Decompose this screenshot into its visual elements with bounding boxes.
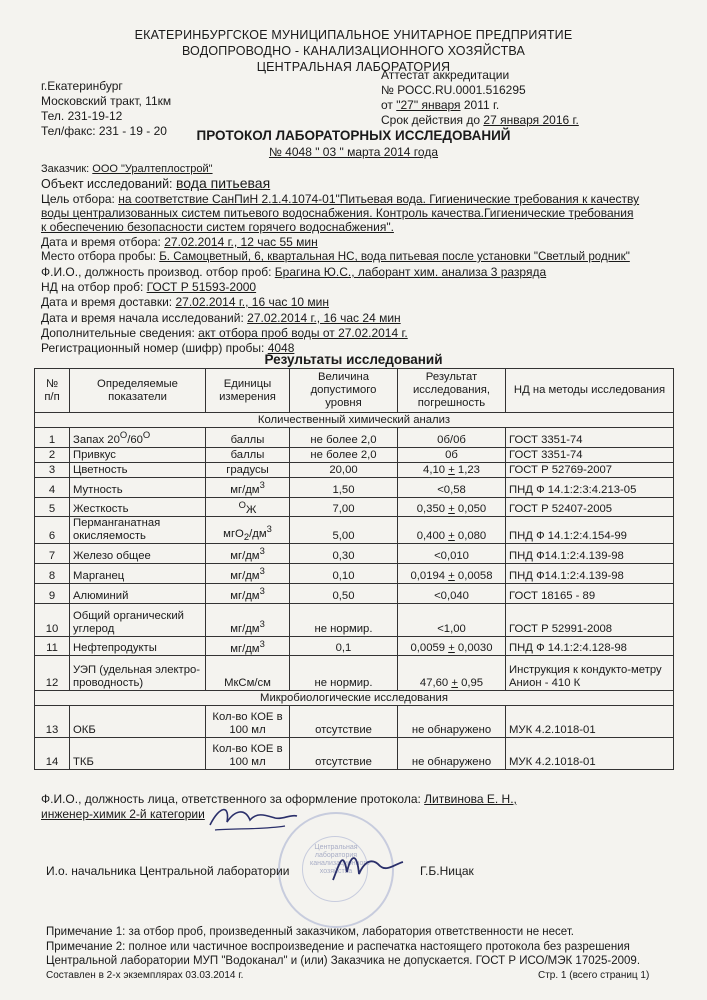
responsible-name: Литвинова Е. Н., [424,792,517,806]
note-2b: Центральной лаборатории МУП "Водоканал" и (или) Заказчика не допускается. ГОСТ Р ИСО/МЭК 17025-2009. [46,955,641,967]
cell-method: Инструкция к кондукто-метру Анион - 410 К [506,656,674,691]
cell-indicator: Общий органический углерод [70,603,206,636]
reg-value: 4048 [267,341,295,355]
cell-result: 0,350 + 0,050 [398,497,506,517]
signature-1 [205,800,300,840]
cell-num: 9 [35,583,70,603]
org-line-3: ЦЕНТРАЛЬНАЯ ЛАБОРАТОРИЯ [256,60,451,74]
sampler-label: Ф.И.О., должность производ. отбор проб: [41,265,275,279]
start-value: 27.02.2014 г., 16 час 24 мин [247,311,401,325]
cell-unit: Кол-во КОЕ в 100 мл [206,706,290,738]
cell-unit: $мг/дм^3$ [206,603,290,636]
cell-method: МУК 4.2.1018-01 [506,738,674,770]
table-row [35,583,674,603]
cell-num: 14 [35,738,70,770]
cell-unit: градусы [206,462,290,477]
cell-num: 5 [35,497,70,517]
cell-indicator: УЭП (удельная электро- проводность) [70,656,206,691]
accreditation-valid [381,113,579,127]
cell-limit: не более 2,0 [290,447,398,462]
cell-num: 12 [35,656,70,691]
nd-value: ГОСТ Р 51593-2000 [146,280,257,294]
reg-label: Регистрационный номер (шифр) пробы: [41,341,268,355]
results-title: Результаты исследований [264,352,443,367]
cell-indicator: Жесткость [70,497,206,517]
table-row [35,603,674,636]
cell-indicator: Цветность [70,462,206,477]
sampling-nd [41,280,256,294]
cell-num: 1 [35,428,70,448]
cell-limit: 0,30 [290,544,398,564]
table-row [35,738,674,770]
accreditation-date [381,98,499,112]
cell-method: ПНД Ф 14.1:2:4.154-99 [506,517,674,544]
accreditation-number: № РОСС.RU.0001.516295 [381,83,526,97]
address: Московский тракт, 11км [41,94,172,108]
cell-limit: 5,00 [290,517,398,544]
table-row [35,462,674,477]
cell-result: <0,010 [398,544,506,564]
object-label: Объект исследований: [41,177,177,191]
cell-num: 4 [35,477,70,497]
cell-result: <0,58 [398,477,506,497]
customer [41,162,213,176]
section-chemical-label: Количественный химический анализ [35,413,674,428]
cell-unit: Кол-во КОЕ в 100 мл [206,738,290,770]
cell-method: ПНД Ф14.1:2:4.139-98 [506,544,674,564]
cell-indicator: Привкус [70,447,206,462]
note-1: Примечание 1: за отбор проб, произведенный заказчиком, лаборатория ответственности не несет. [46,926,575,938]
header-result: Результат исследования, погрешность [398,369,506,413]
header-unit: Единицы измерения [206,369,290,413]
cell-limit: отсутствие [290,738,398,770]
accr-valid-date: 27 января 2016 г. [483,113,579,127]
table-row [35,706,674,738]
delivery-value: 27.02.2014 г., 16 час 10 мин [175,295,329,309]
cell-limit: не нормир. [290,603,398,636]
cell-method: ГОСТ 3351-74 [506,428,674,448]
cell-unit: МкСм/см [206,656,290,691]
extra-value: акт отбора проб воды от 27.02.2014 г. [198,326,408,340]
copies-note: Составлен в 2-х экземплярах 03.03.2014 г. [46,970,244,981]
purpose-value-1: на соответствие СанПиН 2.1.4.1074-01"Питьевая вода. Гигиенические требования к качеству [118,192,640,206]
cell-num: 7 [35,544,70,564]
cell-indicator: Перманганатная окисляемость [70,517,206,544]
cell-method: МУК 4.2.1018-01 [506,706,674,738]
accr-from-prefix: от [381,98,397,112]
accr-from-date: "27" января [396,98,461,112]
cell-num: 3 [35,462,70,477]
cell-indicator: Нефтепродукты [70,636,206,656]
header-num: № п/п [35,369,70,413]
protocol-number: № 4048 " 03 " марта 2014 года [268,145,439,159]
accr-valid-prefix: Срок действия до [381,113,484,127]
cell-result: 47,60 + 0,95 [398,656,506,691]
fax: Тел/факс: 231 - 19 - 20 [41,124,167,138]
object [41,176,270,191]
section-chemical [35,413,674,428]
page-number: Стр. 1 (всего страниц 1) [538,970,650,981]
extra-info [41,326,408,340]
cell-unit: $мг/дм^3$ [206,544,290,564]
cell-result: <1,00 [398,603,506,636]
place-label: Место отбора пробы: [41,250,160,263]
start-label: Дата и время начала исследований: [41,311,248,325]
cell-limit: отсутствие [290,706,398,738]
cell-unit: $мгО_2/дм^3$ [206,517,290,544]
table-row [35,636,674,656]
cell-method: ГОСТ 3351-74 [506,447,674,462]
sampling-date [41,235,318,249]
accr-from-year: 2011 г. [460,98,500,112]
cell-unit: $^О$Ж [206,497,290,517]
research-start [41,311,401,325]
purpose-label: Цель отбора: [41,192,119,206]
table-row [35,477,674,497]
nd-label: НД на отбор проб: [41,280,147,294]
cell-unit: баллы [206,428,290,448]
cell-limit: 1,50 [290,477,398,497]
cell-limit: 0,10 [290,564,398,584]
cell-method: ПНД Ф14.1:2:4.139-98 [506,564,674,584]
table-row [35,517,674,544]
city: г.Екатеринбург [41,79,123,93]
purpose-line-1 [41,192,639,206]
table-row [35,497,674,517]
cell-num: 8 [35,564,70,584]
cell-limit: не более 2,0 [290,428,398,448]
cell-indicator: Железо общее [70,544,206,564]
cell-method: ГОСТ Р 52991-2008 [506,603,674,636]
object-value: вода питьевая [176,175,271,191]
results-table [34,368,674,770]
cell-limit: 7,00 [290,497,398,517]
sampler-value: Брагина Ю.С., лаборант хим. анализа 3 разряда [274,265,547,279]
extra-label: Дополнительные сведения: [41,326,199,340]
section-micro-label: Микробиологические исследования [35,691,674,706]
protocol-title: ПРОТОКОЛ ЛАБОРАТОРНЫХ ИССЛЕДОВАНИЙ [196,128,511,143]
sampler [41,265,546,279]
cell-method: ПНД Ф 14.1:2:4.128-98 [506,636,674,656]
header-indicator: Определяемые показатели [70,369,206,413]
cell-indicator: Мутность [70,477,206,497]
cell-unit: $мг/дм^3$ [206,583,290,603]
sampling-value: 27.02.2014 г., 12 час 55 мин [164,235,318,249]
cell-indicator: ОКБ [70,706,206,738]
purpose-line-2: воды централизованных систем питьевого водоснабжения. Контроль качества.Гигиенические требования [41,206,634,220]
cell-num: 13 [35,706,70,738]
cell-num: 10 [35,603,70,636]
org-line-2: ВОДОПРОВОДНО - КАНАЛИЗАЦИОННОГО ХОЗЯЙСТВА [181,44,526,58]
table-row [35,544,674,564]
seal-text: Центральная лаборатория канализационного хозяйства [310,844,370,875]
place-value: Б. Самоцветный, 6, квартальная НС, вода питьевая после установки "Светлый родник" [159,250,630,263]
cell-unit: $мг/дм^3$ [206,477,290,497]
customer-label: Заказчик: [41,163,93,175]
cell-result: не обнаружено [398,706,506,738]
signature-2 [325,842,405,887]
header-method: НД на методы исследования [506,369,674,413]
cell-limit: 20,00 [290,462,398,477]
head-name: Г.Б.Ницак [420,864,474,878]
header-limit: Величина допустимого уровня [290,369,398,413]
cell-num: 2 [35,447,70,462]
phone: Тел. 231-19-12 [41,109,123,123]
cell-method: ГОСТ Р 52769-2007 [506,462,674,477]
responsible-label: Ф.И.О., должность лица, ответственного за оформление протокола: [41,792,425,806]
cell-result: 0,0059 + 0,0030 [398,636,506,656]
cell-method: ПНД Ф 14.1:2:3:4.213-05 [506,477,674,497]
table-header-row [35,369,674,413]
cell-unit: баллы [206,447,290,462]
delivery-label: Дата и время доставки: [41,295,176,309]
cell-result: 0,0194 + 0,0058 [398,564,506,584]
cell-result: не обнаружено [398,738,506,770]
cell-indicator: Запах $20^О/60^О$ [70,428,206,448]
cell-indicator: Марганец [70,564,206,584]
cell-limit: 0,50 [290,583,398,603]
cell-result: 0б/0б [398,428,506,448]
cell-limit: 0,1 [290,636,398,656]
purpose-line-3: к обеспечению безопасности систем горячего водоснабжения". [41,220,394,234]
cell-num: 6 [35,517,70,544]
note-2a: Примечание 2: полное или частичное воспроизведение и распечатка настоящего протокола без разрешения [46,941,630,953]
cell-method: ГОСТ 18165 - 89 [506,583,674,603]
responsible-position: инженер-химик 2-й категории [41,807,205,821]
cell-result: 0б [398,447,506,462]
head-label: И.о. начальника Центральной лаборатории [46,864,290,878]
cell-result: 4,10 + 1,23 [398,462,506,477]
cell-unit: $мг/дм^3$ [206,564,290,584]
table-row [35,656,674,691]
section-micro [35,691,674,706]
sampling-place [41,250,630,264]
cell-limit: не нормир. [290,656,398,691]
table-row [35,447,674,462]
delivery-date [41,295,329,309]
cell-num: 11 [35,636,70,656]
customer-value: ООО "Уралтеплострой" [92,163,213,175]
cell-result: <0,040 [398,583,506,603]
cell-indicator: Алюминий [70,583,206,603]
cell-unit: $мг/дм^3$ [206,636,290,656]
org-line-1: ЕКАТЕРИНБУРГСКОЕ МУНИЦИПАЛЬНОЕ УНИТАРНОЕ ПРЕДПРИЯТИЕ [134,28,573,42]
cell-method: ГОСТ Р 52407-2005 [506,497,674,517]
sampling-label: Дата и время отбора: [41,235,165,249]
accreditation-label: Аттестат аккредитации [381,68,510,82]
cell-indicator: ТКБ [70,738,206,770]
cell-result: 0,400 + 0,080 [398,517,506,544]
table-row [35,428,674,448]
table-row [35,564,674,584]
